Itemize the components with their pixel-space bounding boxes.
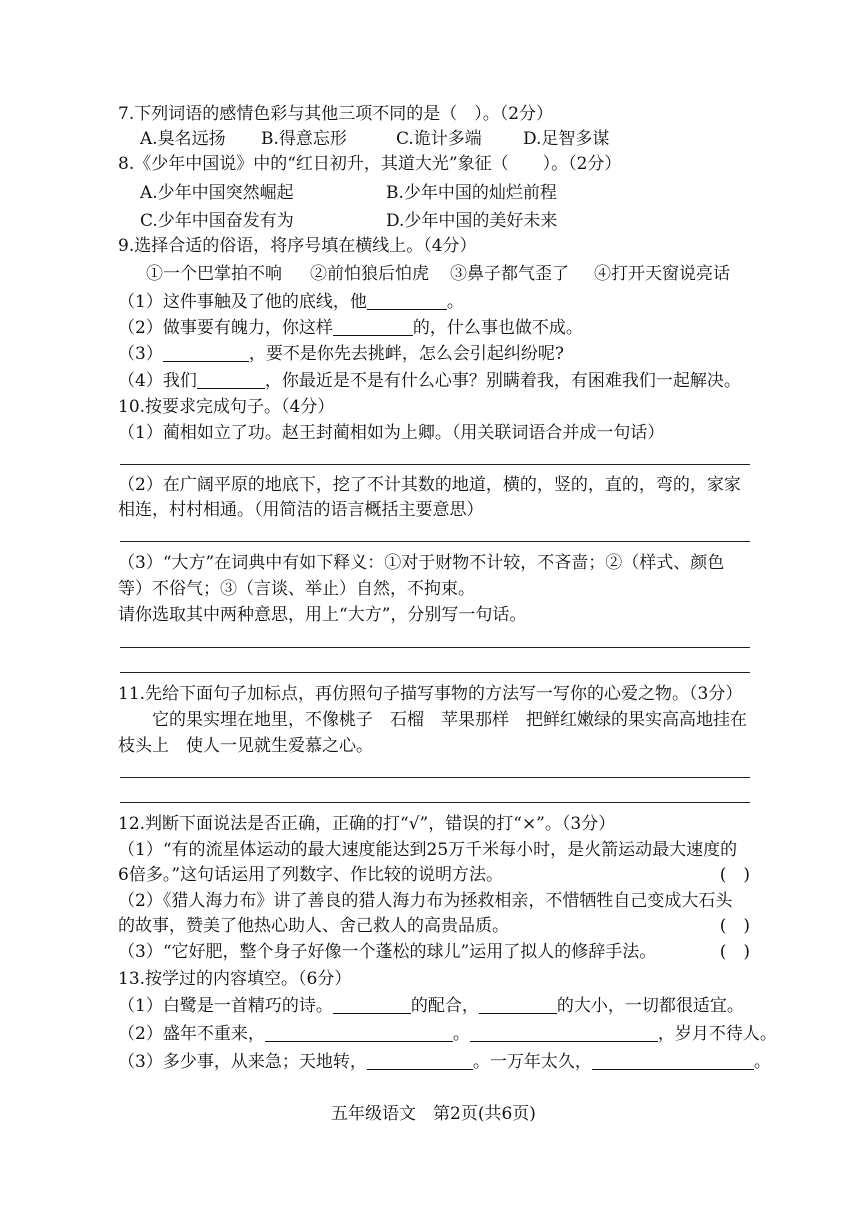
q9-blank-4[interactable]: [197, 370, 265, 389]
q10-stem: 10.按要求完成句子。（4分）: [118, 397, 335, 417]
q11-passage-1: 它的果实埋在地里，不像桃子 石榴 苹果那样 把鲜红嫩绿的果实高高地挂在: [152, 710, 747, 730]
q11-answer-line-1[interactable]: [120, 777, 750, 778]
q8-stem: 8.《少年中国说》中的“红日初升，其道大光”象征（ ）。（2分）: [118, 154, 622, 174]
q9-choice-1: ①一个巴掌拍不响: [146, 264, 282, 284]
q8-option-b: B.少年中国的灿烂前程: [386, 183, 557, 203]
q13-item-3: （3）多少事，从来急；天地转， 。一万年太久， 。: [118, 1052, 771, 1072]
page-footer: 五年级语文 第2页(共6页): [331, 1104, 536, 1124]
q10-sentence-3c: 请你选取其中两种意思，用上“大方”，分别写一句话。: [118, 605, 527, 625]
q12-judge-paren-3[interactable]: ( ): [719, 942, 750, 962]
q13-stem: 13.按学过的内容填空。（6分）: [118, 969, 352, 989]
q10-answer-line-1[interactable]: [120, 464, 750, 465]
q8-option-a: A.少年中国突然崛起: [140, 183, 294, 203]
q13-blank-6[interactable]: [592, 1051, 754, 1070]
q10-sentence-1: （1）蔺相如立了功。赵王封蔺相如为上卿。（用关联词语合并成一句话）: [118, 423, 665, 443]
q9-sentence-2: （2）做事要有魄力，你这样 的，什么事也做不成。: [118, 318, 583, 338]
q13-blank-2[interactable]: [479, 995, 557, 1014]
q9-choice-3: ③鼻子都气歪了: [450, 264, 569, 284]
q10-answer-line-2[interactable]: [120, 541, 750, 542]
q10-sentence-2b: 相连，村村相通。（用简洁的语言概括主要意思）: [118, 500, 484, 520]
q12-statement-2b: 的故事，赞美了他热心助人、舍己救人的高贵品质。 ( ): [118, 916, 750, 936]
q12-statement-1b: 6倍多。”这句话运用了列数字、作比较的说明方法。 ( ): [118, 865, 750, 885]
q13-item-2: （2）盛年不重来， 。 ，岁月不待人。: [118, 1024, 777, 1044]
q7-option-c: C.诡计多端: [396, 129, 482, 149]
q12-stem: 12.判断下面说法是否正确，正确的打“√”，错误的打“×”。（3分）: [118, 814, 616, 834]
q8-option-d: D.少年中国的美好未来: [386, 211, 558, 231]
q9-sentence-3: （3） ，要不是你先去挑衅，怎么会引起纠纷呢?: [118, 344, 564, 364]
q12-judge-paren-1[interactable]: ( ): [719, 865, 750, 885]
q10-answer-line-3[interactable]: [120, 647, 750, 648]
q7-option-a: A.臭名远扬: [140, 129, 226, 149]
q7-option-d: D.足智多谋: [523, 129, 610, 149]
q9-blank-1[interactable]: [367, 291, 447, 310]
q10-sentence-3a: （3）“大方”在词典中有如下释义：①对于财物不计较，不吝啬；②（样式、颜色: [118, 553, 725, 573]
q13-blank-4[interactable]: [470, 1023, 658, 1042]
q12-statement-2a: （2）《猎人海力布》讲了善良的猎人海力布为拯救相亲，不惜牺牲自己变成大石头: [118, 891, 733, 911]
q7-stem: 7.下列词语的感情色彩与其他三项不同的是（ ）。（2分）: [118, 104, 554, 124]
q12-judge-paren-2[interactable]: ( ): [719, 916, 750, 936]
q10-sentence-2a: （2）在广阔平原的地底下，挖了不计其数的地道，横的，竖的，直的，弯的，家家: [118, 475, 741, 495]
q11-passage-2: 枝头上 使人一见就生爱慕之心。: [118, 736, 373, 756]
q12-statement-1a: （1）“有的流星体运动的最大速度能达到25万千米每小时，是火箭运动最大速度的: [118, 840, 738, 860]
q9-sentence-4: （4）我们 ，你最近是不是有什么心事？别瞒着我，有困难我们一起解决。: [118, 371, 741, 391]
q9-choice-2: ②前怕狼后怕虎: [310, 264, 429, 284]
q13-item-1: （1）白鹭是一首精巧的诗。 的配合， 的大小，一切都很适宜。: [118, 996, 744, 1016]
q11-stem: 11.先给下面句子加标点，再仿照句子描写事物的方法写一写你的心爱之物。（3分）: [118, 684, 743, 704]
q9-blank-2[interactable]: [333, 317, 413, 336]
q8-option-c: C.少年中国奋发有为: [140, 211, 294, 231]
q10-sentence-3b: 等）不俗气；③（言谈、举止）自然，不拘束。: [118, 579, 475, 599]
q9-choice-4: ④打开天窗说亮话: [594, 264, 730, 284]
q12-statement-3: （3）“它好肥，整个身子好像一个蓬松的球儿”运用了拟人的修辞手法。 ( ): [118, 942, 750, 962]
q11-answer-line-2[interactable]: [120, 802, 750, 803]
q13-blank-5[interactable]: [367, 1051, 473, 1070]
q9-sentence-1: （1）这件事触及了他的底线，他 。: [118, 292, 464, 312]
q10-answer-line-4[interactable]: [120, 672, 750, 673]
q13-blank-3[interactable]: [265, 1023, 453, 1042]
q9-blank-3[interactable]: [163, 343, 249, 362]
q13-blank-1[interactable]: [333, 995, 411, 1014]
q9-stem: 9.选择合适的俗语，将序号填在横线上。（4分）: [118, 236, 477, 256]
q7-option-b: B.得意忘形: [261, 129, 347, 149]
